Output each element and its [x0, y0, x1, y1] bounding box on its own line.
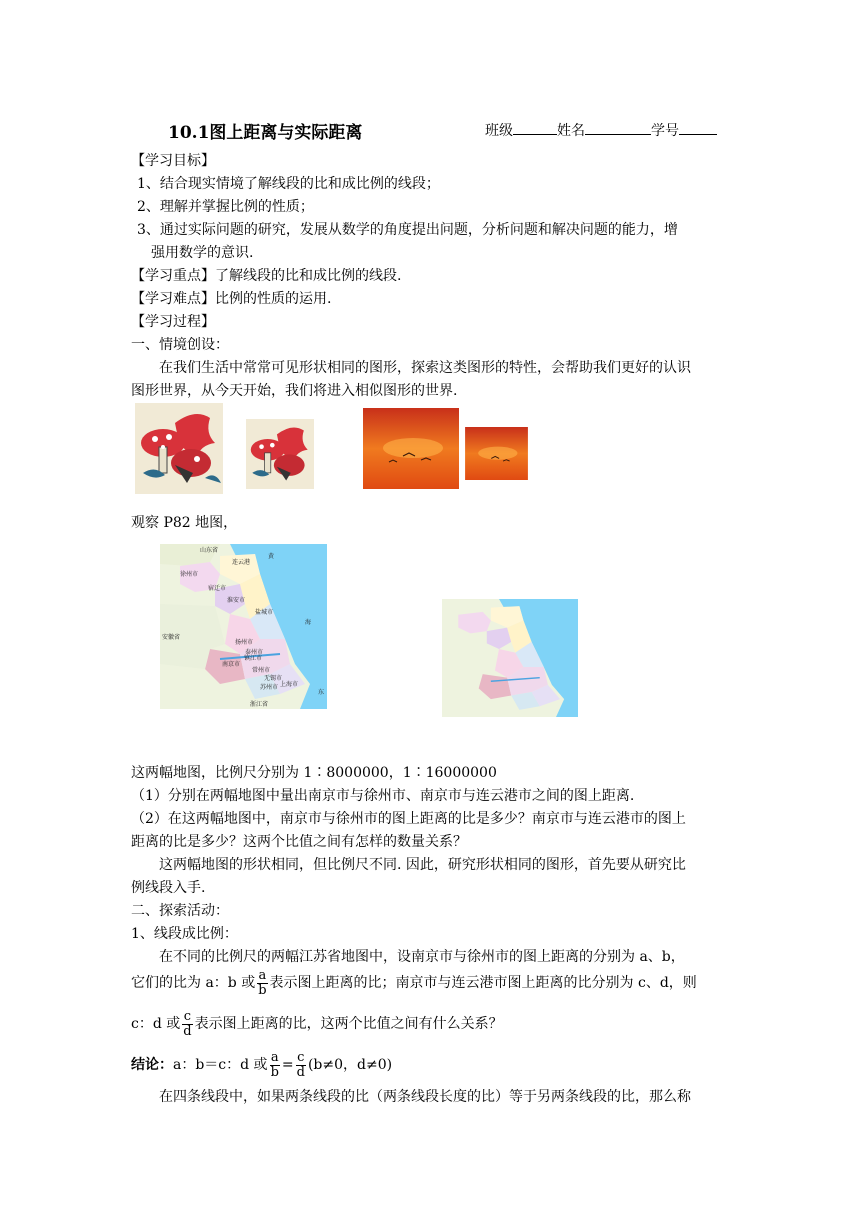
papercut-fish-image-small [246, 419, 314, 489]
goal-1: 1、结合现实情境了解线段的比和成比例的线段； [137, 176, 440, 192]
jiangsu-map-small [442, 599, 578, 717]
svg-text:徐州市: 徐州市 [180, 571, 199, 578]
section2-heading: 二、探索活动： [131, 903, 229, 919]
similar-shapes-para-line1: 这两幅地图的形状相同，但比例尺不同. 因此，研究形状相同的图形，首先要从研究比 [159, 857, 686, 873]
fraction-a-over-b: $\frac{a}{b}$ [258, 967, 267, 998]
svg-text:淮安市: 淮安市 [227, 597, 246, 604]
explore-para-line3: c：d 或 $\frac{c}{d}$ 表示图上距离的比，这两个比值之间有什么关系？ [131, 1008, 503, 1039]
explore-para-line1: 在不同的比例尺的两幅江苏省地图中，设南京市与徐州市的图上距离的分别为 a、b， [159, 949, 685, 965]
question-2-line1: （2）在这两幅地图中，南京市与徐州市的图上距离的比是多少？南京市与连云港市的图上 [131, 811, 686, 827]
svg-text:苏州市: 苏州市 [260, 684, 279, 691]
map-scale-text: 这两幅地图，比例尺分别为 1∶8000000，1∶16000000 [131, 765, 497, 781]
svg-text:东: 东 [318, 689, 325, 696]
sunset-cranes-image-large [363, 408, 459, 489]
svg-text:山东省: 山东省 [200, 547, 219, 554]
conclusion-line: 结论：a：b＝c：d 或 $\frac{a}{b}$ = $\frac{c}{d}$ (b≠0，d≠0) [131, 1049, 393, 1080]
id-blank [679, 120, 717, 135]
class-label: 班级 [485, 123, 513, 139]
section1-heading: 一、情境创设： [131, 337, 229, 353]
svg-text:宿迁市: 宿迁市 [208, 585, 227, 592]
observe-map-text: 观察 P82 地图， [131, 515, 238, 531]
jiangsu-map-large [160, 544, 327, 709]
process-heading: 【学习过程】 [131, 314, 215, 330]
definition-para-line1: 在四条线段中，如果两条线段的比（两条线段长度的比）等于另两条线段的比，那么称 [159, 1089, 691, 1105]
goals-heading: 【学习目标】 [131, 153, 215, 169]
svg-text:南京市: 南京市 [222, 661, 241, 668]
svg-text:上海市: 上海市 [280, 681, 299, 688]
difficulty: 【学习难点】比例的性质的运用. [131, 291, 332, 307]
key-point: 【学习重点】了解线段的比和成比例的线段. [131, 268, 402, 284]
similar-shapes-para-line2: 例线段入手. [131, 880, 206, 896]
sunset-cranes-image-small [465, 427, 528, 480]
svg-text:常州市: 常州市 [252, 667, 271, 674]
svg-text:黄: 黄 [268, 553, 275, 560]
page-title: 10.1图上距离与实际距离 [168, 123, 363, 143]
svg-text:无锡市: 无锡市 [264, 675, 283, 682]
class-blank [513, 120, 557, 135]
student-info-fields [485, 120, 717, 140]
subsection-proportional-segments: 1、线段成比例： [131, 926, 238, 942]
goal-3-line1: 3、通过实际问题的研究，发展从数学的角度提出问题，分析问题和解决问题的能力，增 [137, 222, 678, 238]
goal-2: 2、理解并掌握比例的性质； [137, 199, 314, 215]
explore-para-line2: 它们的比为 a：b 或 $\frac{a}{b}$ 表示图上距离的比；南京市与连云港市图上距离的比分别为 c、d，则 [131, 967, 697, 998]
question-1: （1）分别在两幅地图中量出南京市与徐州市、南京市与连云港市之间的图上距离. [131, 788, 635, 804]
svg-text:泰州市: 泰州市 [245, 649, 264, 656]
svg-text:扬州市: 扬州市 [235, 639, 254, 646]
goal-3-line2: 强用数学的意识. [151, 245, 254, 261]
intro-para-line2: 图形世界，从今天开始，我们将进入相似图形的世界. [131, 383, 458, 399]
svg-text:盐城市: 盐城市 [255, 609, 274, 616]
conclusion-fraction-c-d: $\frac{c}{d}$ [296, 1049, 305, 1080]
svg-text:浙江省: 浙江省 [250, 701, 269, 708]
svg-text:安徽省: 安徽省 [162, 634, 181, 641]
conclusion-fraction-a-b: $\frac{a}{b}$ [270, 1049, 279, 1080]
question-2-line2: 距离的比是多少？这两个比值之间有怎样的数量关系？ [131, 834, 467, 850]
name-blank [585, 120, 651, 135]
id-label: 学号 [651, 123, 679, 139]
name-label: 姓名 [557, 123, 585, 139]
svg-text:镇江市: 镇江市 [244, 655, 263, 662]
svg-text:海: 海 [305, 619, 312, 626]
papercut-fish-image-large [135, 403, 223, 494]
fraction-c-over-d: $\frac{c}{d}$ [183, 1008, 192, 1039]
intro-para-line1: 在我们生活中常常可见形状相同的图形，探索这类图形的特性，会帮助我们更好的认识 [159, 360, 691, 376]
svg-text:连云港: 连云港 [232, 559, 251, 566]
